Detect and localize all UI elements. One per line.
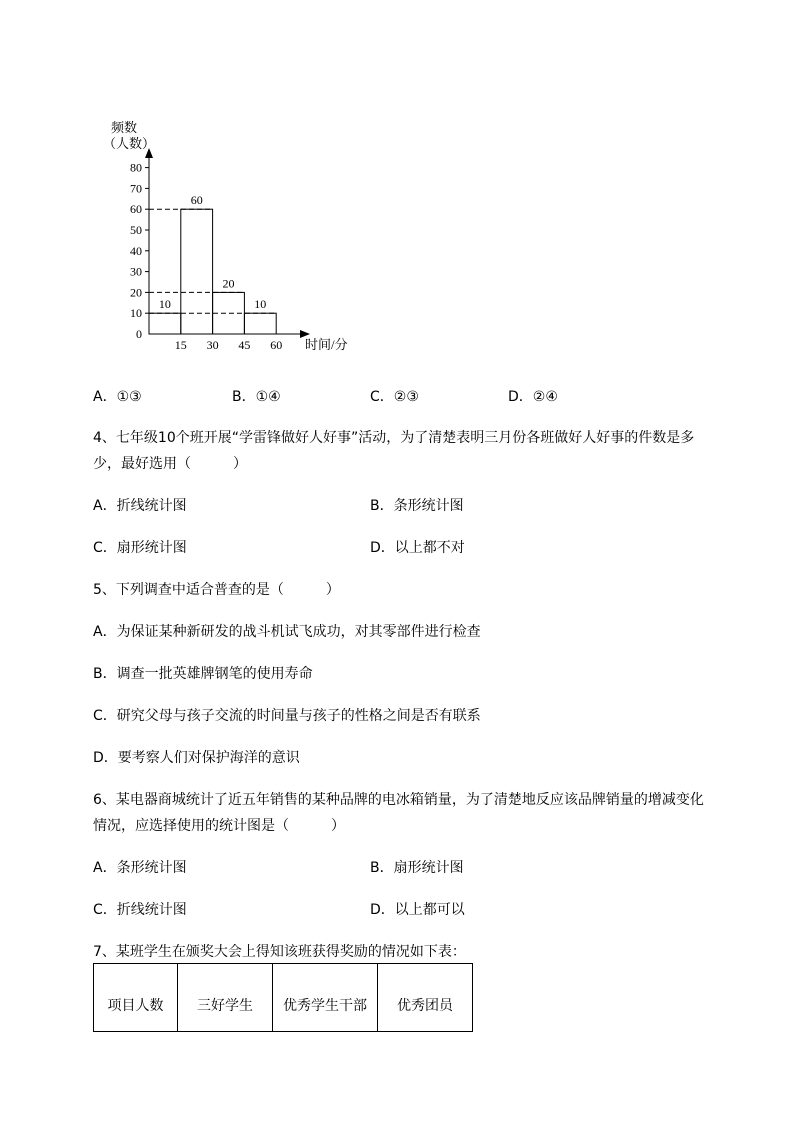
q6-option-a: A．条形统计图 — [93, 860, 187, 876]
q6-stem-line1: 6、某电器商城统计了近五年销售的某种品牌的电冰箱销量，为了清楚地反应该品牌销量的增减变化 — [93, 792, 704, 808]
table-header-cell: 优秀团员 — [378, 964, 473, 1032]
x-tick-label: 60 — [270, 338, 283, 352]
x-axis-label: 时间/分 — [305, 337, 348, 352]
q6-option-d: D．以上都可以 — [370, 902, 465, 918]
y-tick-label: 50 — [130, 223, 142, 237]
histogram-bars — [149, 209, 276, 334]
q5-option-b: B．调查一批英雄牌钢笔的使用寿命 — [93, 666, 313, 682]
q3-option-a: A．①③ — [93, 389, 142, 405]
table-header-cell: 项目人数 — [94, 964, 178, 1032]
bar-value-label: 10 — [254, 297, 267, 312]
q4-option-a: A．折线统计图 — [93, 498, 187, 514]
y-tick-label: 70 — [130, 181, 142, 196]
histogram-bar — [181, 209, 213, 334]
y-axis-label-line1: 频数 — [111, 120, 138, 135]
y-tick-label: 60 — [130, 202, 142, 217]
q4-option-d: D．以上都不对 — [370, 540, 465, 556]
q5-option-c: C．研究父母与孩子交流的时间量与孩子的性格之间是否有联系 — [93, 708, 481, 724]
x-tick-label: 15 — [174, 338, 187, 352]
q5-option-a: A．为保证某种新研发的战斗机试飞成功，对其零部件进行检查 — [93, 624, 481, 640]
y-tick-label: 10 — [130, 306, 142, 321]
q5-option-d: D．要考察人们对保护海洋的意识 — [93, 750, 300, 766]
y-axis-label-line2: （人数） — [103, 136, 156, 151]
histogram-bar — [149, 313, 181, 334]
y-tick-label: 80 — [130, 160, 142, 175]
q4-stem-line2: 少，最好选用（ ） — [93, 456, 247, 472]
q3-option-d: D．②④ — [508, 389, 558, 405]
q6-stem-line2: 情况，应选择使用的统计图是（ ） — [93, 818, 345, 834]
y-tick-label: 30 — [130, 264, 142, 279]
y-axis-ticks — [130, 161, 149, 341]
y-tick-label: 40 — [130, 243, 142, 258]
y-tick-label: 20 — [130, 285, 142, 300]
q4-stem-line1: 4、七年级10个班开展“学雷锋做好人好事”活动，为了清楚表明三月份各班做好人好事的件数是多 — [93, 430, 695, 446]
x-tick-label: 45 — [238, 338, 251, 352]
bar-value-label: 20 — [222, 276, 235, 291]
table-row — [94, 964, 473, 1032]
q6-option-c: C．折线统计图 — [93, 902, 187, 918]
y-tick-label: 0 — [136, 327, 142, 341]
bar-value-label: 60 — [190, 193, 203, 208]
q3-option-c: C．②③ — [370, 389, 419, 405]
q7-stem: 7、某班学生在颁奖大会上得知该班获得奖励的情况如下表： — [93, 944, 466, 960]
histogram-bar — [244, 313, 276, 334]
award-table — [93, 963, 473, 1032]
x-axis-ticks — [175, 338, 282, 352]
q6-option-b: B．扇形统计图 — [370, 860, 464, 876]
q4-option-c: C．扇形统计图 — [93, 540, 187, 556]
table-header-cell: 优秀学生干部 — [273, 964, 378, 1032]
q5-stem: 5、下列调查中适合普查的是（ ） — [93, 582, 340, 598]
x-tick-label: 30 — [206, 338, 219, 352]
table-header-cell: 三好学生 — [178, 964, 273, 1032]
bar-value-label: 10 — [158, 297, 171, 312]
histogram-chart — [95, 118, 360, 358]
q4-option-b: B．条形统计图 — [370, 498, 464, 514]
q3-option-b: B．①④ — [232, 389, 281, 405]
